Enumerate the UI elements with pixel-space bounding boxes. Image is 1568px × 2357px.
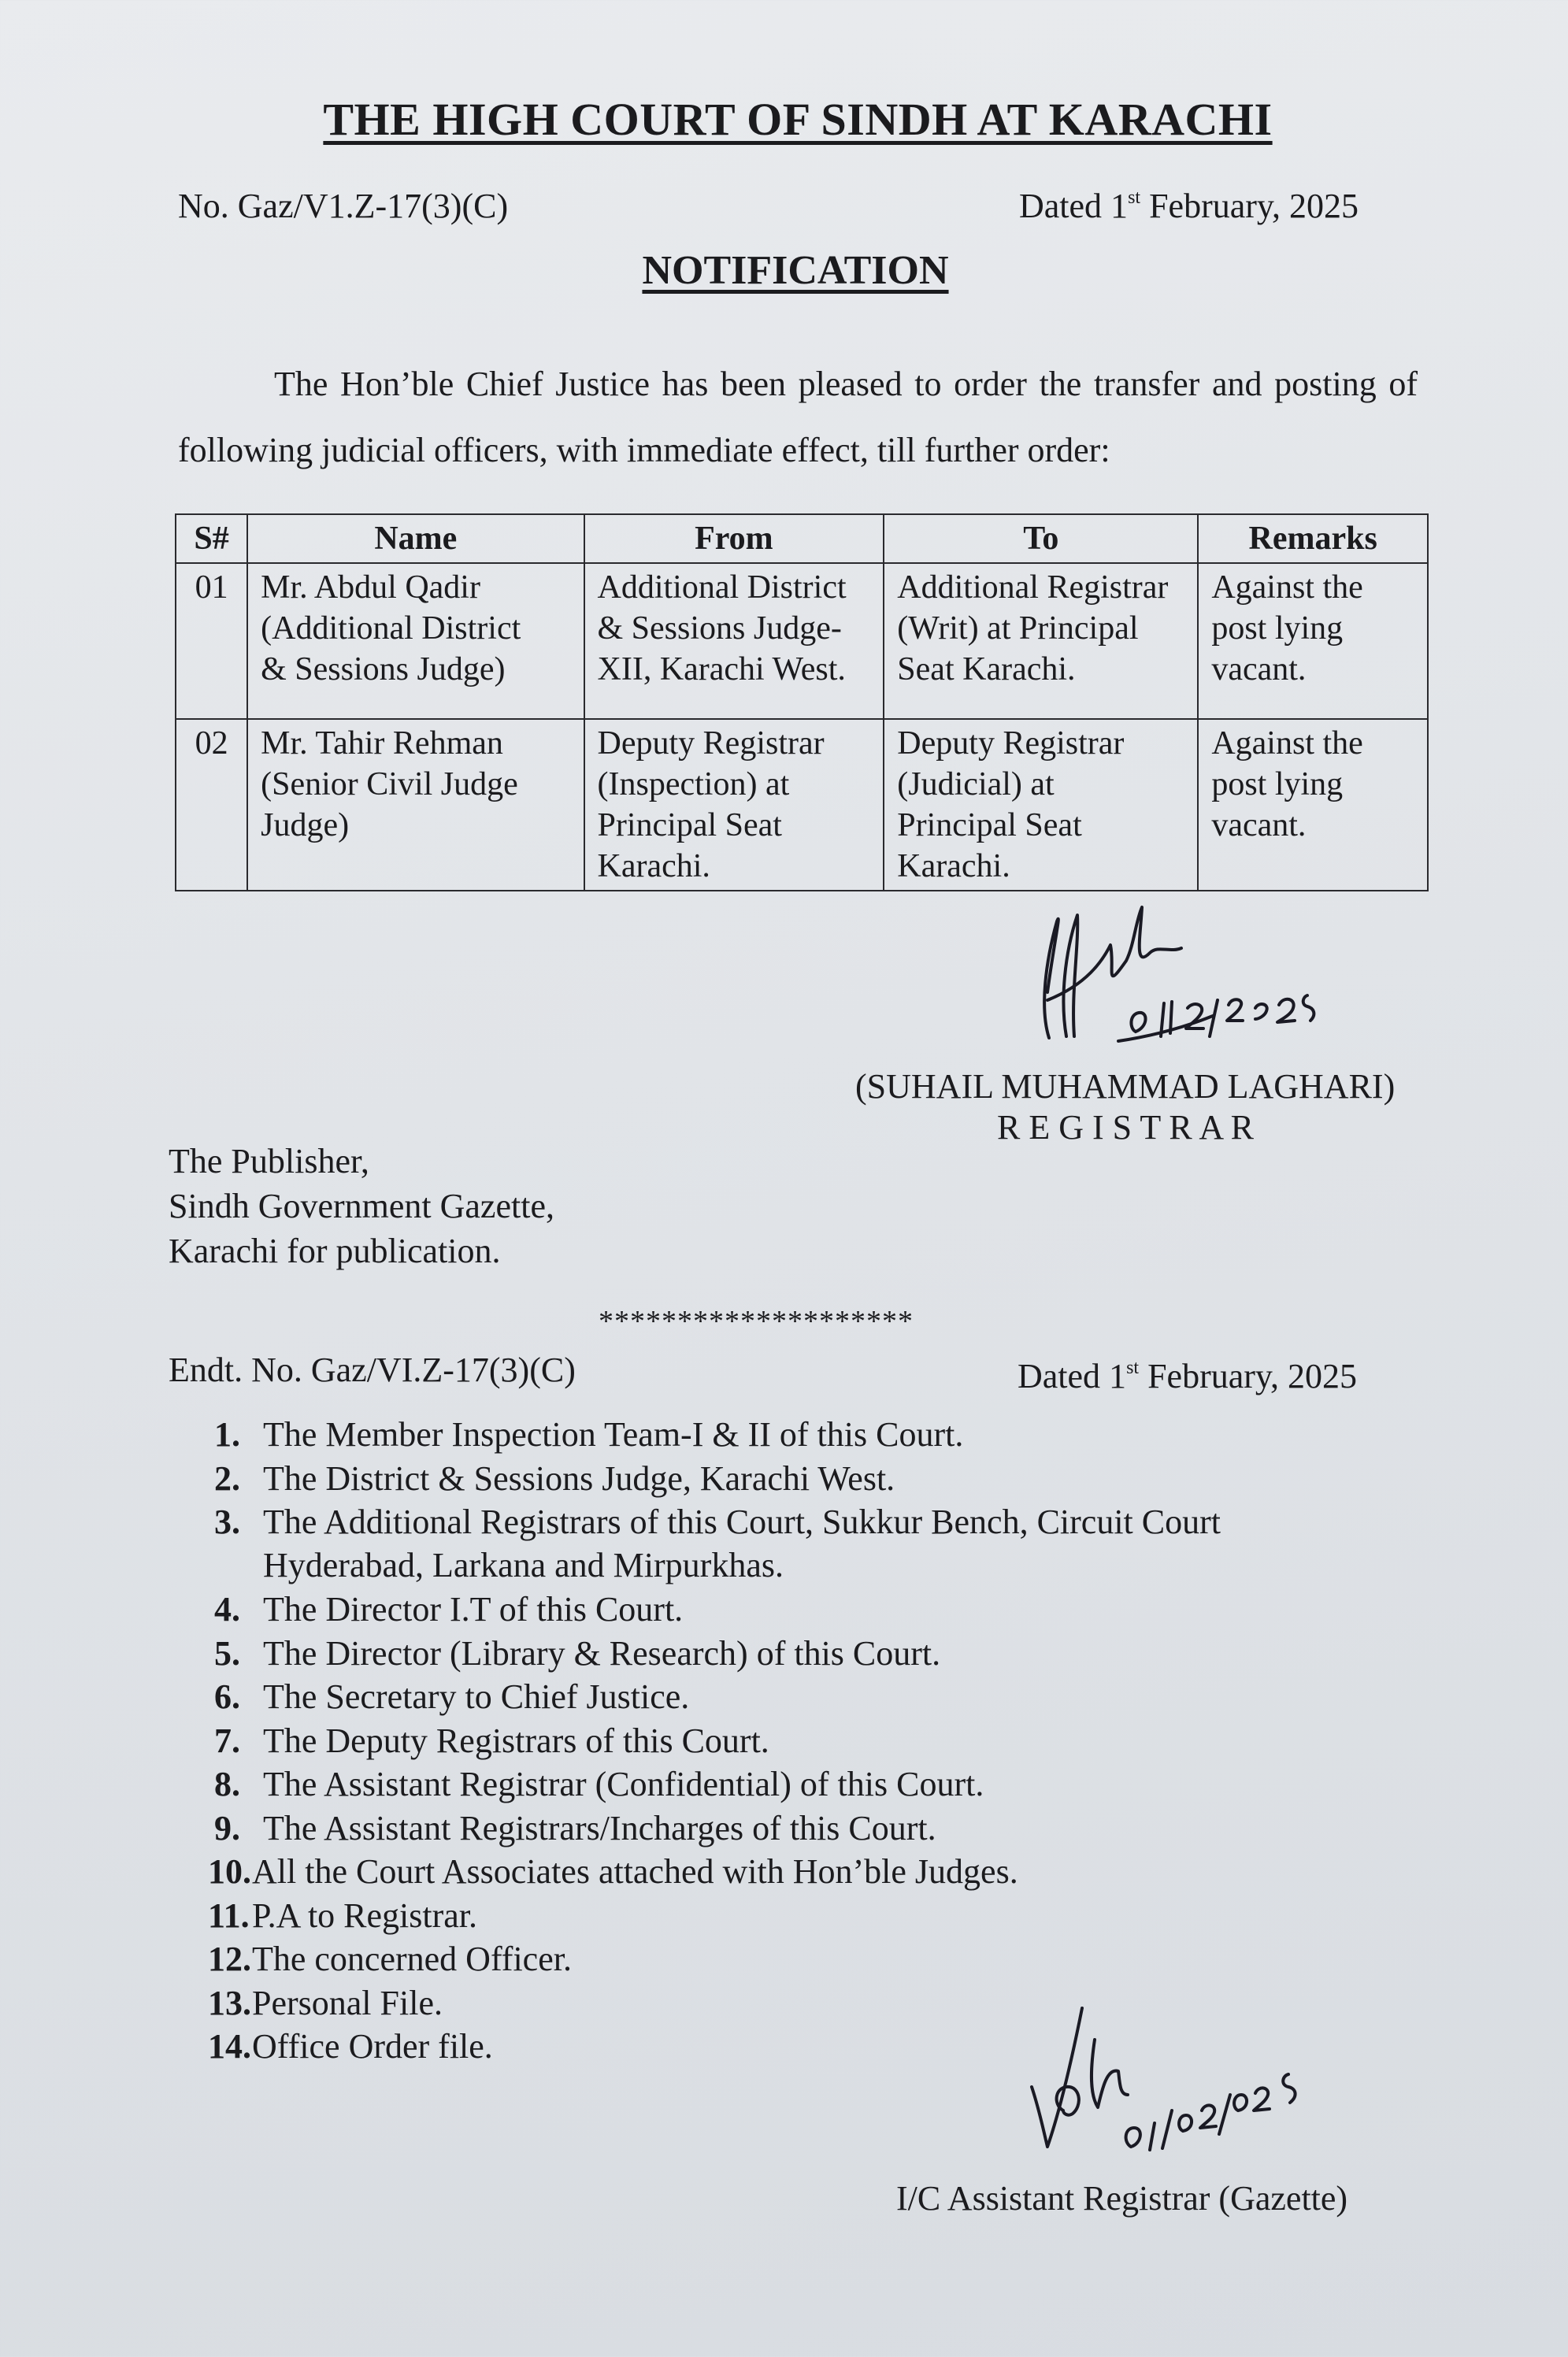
table-header-row	[176, 514, 1428, 563]
list-item: 12.The concerned Officer.	[208, 1940, 572, 1978]
list-item: 11.P.A to Registrar.	[208, 1896, 478, 1935]
list-item: 9. The Assistant Registrars/Incharges of this Court.	[214, 1808, 936, 1847]
cell-name: Mr. Abdul Qadir (Additional District & Sessions Judge)	[247, 563, 584, 719]
header-from: From	[584, 514, 884, 563]
cell-sn: 02	[176, 719, 247, 891]
cell-to: Deputy Registrar (Judicial) at Principal Seat Karachi.	[884, 719, 1198, 891]
cell-sn: 01	[176, 563, 247, 719]
cell-remarks: Against the post lying vacant.	[1198, 719, 1428, 891]
cell-remarks: Against the post lying vacant.	[1198, 563, 1428, 719]
addressee-line: The Publisher,	[169, 1142, 369, 1180]
list-item: 2. The District & Sessions Judge, Karachi West.	[214, 1458, 895, 1498]
notification-body: The Hon’ble Chief Justice has been pleased to order the transfer and posting of following judicial officers, with immediate effect, till further order:	[178, 365, 1418, 469]
endorsement-number: Endt. No. Gaz/VI.Z-17(3)(C)	[169, 1351, 576, 1389]
registrar-designation: R E G I S T R A R	[997, 1108, 1255, 1147]
court-title: THE HIGH COURT OF SINDH AT KARACHI	[323, 94, 1273, 145]
list-item: 13.Personal File.	[208, 1983, 443, 2022]
list-item: 1. The Member Inspection Team-I & II of this Court.	[214, 1415, 964, 1454]
signature-icon	[1016, 1992, 1331, 2166]
transfer-table	[175, 513, 1429, 891]
addressee-line: Sindh Government Gazette,	[169, 1187, 554, 1225]
header-sn: S#	[176, 514, 247, 563]
header-remarks: Remarks	[1198, 514, 1428, 563]
assistant-registrar-designation: I/C Assistant Registrar (Gazette)	[896, 2179, 1348, 2218]
endorsement-date: Dated 1st February, 2025	[1018, 1357, 1358, 1395]
addressee-line: Karachi for publication.	[169, 1232, 501, 1270]
list-item: 14.Office Order file.	[208, 2027, 493, 2066]
list-item: 5. The Director (Library & Research) of this Court.	[214, 1633, 941, 1673]
header-to: To	[884, 514, 1198, 563]
list-item: 6. The Secretary to Chief Justice.	[214, 1677, 690, 1716]
list-item: 3. The Additional Registrars of this Court, Sukkur Bench, Circuit Court Hyderabad, Larkana and Mirpurkhas.	[214, 1503, 1221, 1584]
registrar-signature	[1016, 898, 1410, 1055]
signature-icon	[1016, 898, 1410, 1055]
notification-date: Dated 1st February, 2025	[1019, 187, 1359, 225]
table-row	[176, 563, 1428, 719]
cell-from: Deputy Registrar (Inspection) at Principal Seat Karachi.	[584, 719, 884, 891]
reference-number: No. Gaz/V1.Z-17(3)(C)	[178, 187, 509, 225]
header-name: Name	[247, 514, 584, 563]
table-row	[176, 719, 1428, 891]
cell-name: Mr. Tahir Rehman (Senior Civil Judge Judge)	[247, 719, 584, 891]
assistant-registrar-signature	[1016, 1992, 1331, 2166]
list-item: 8. The Assistant Registrar (Confidential) of this Court.	[214, 1765, 984, 1803]
cell-to: Additional Registrar (Writ) at Principal Seat Karachi.	[884, 563, 1198, 719]
list-item: 4. The Director I.T of this Court.	[214, 1590, 684, 1629]
distribution-list	[208, 1413, 1221, 2069]
list-item: 10.All the Court Associates attached with Hon’ble Judges.	[208, 1852, 1018, 1891]
cell-from: Additional District & Sessions Judge- XII, Karachi West.	[584, 563, 884, 719]
separator: ********************	[599, 1305, 914, 1338]
notification-heading: NOTIFICATION	[642, 248, 949, 293]
addressee-block	[169, 1139, 554, 1273]
list-item: 7. The Deputy Registrars of this Court.	[214, 1721, 769, 1760]
registrar-name: (SUHAIL MUHAMMAD LAGHARI)	[855, 1067, 1396, 1106]
